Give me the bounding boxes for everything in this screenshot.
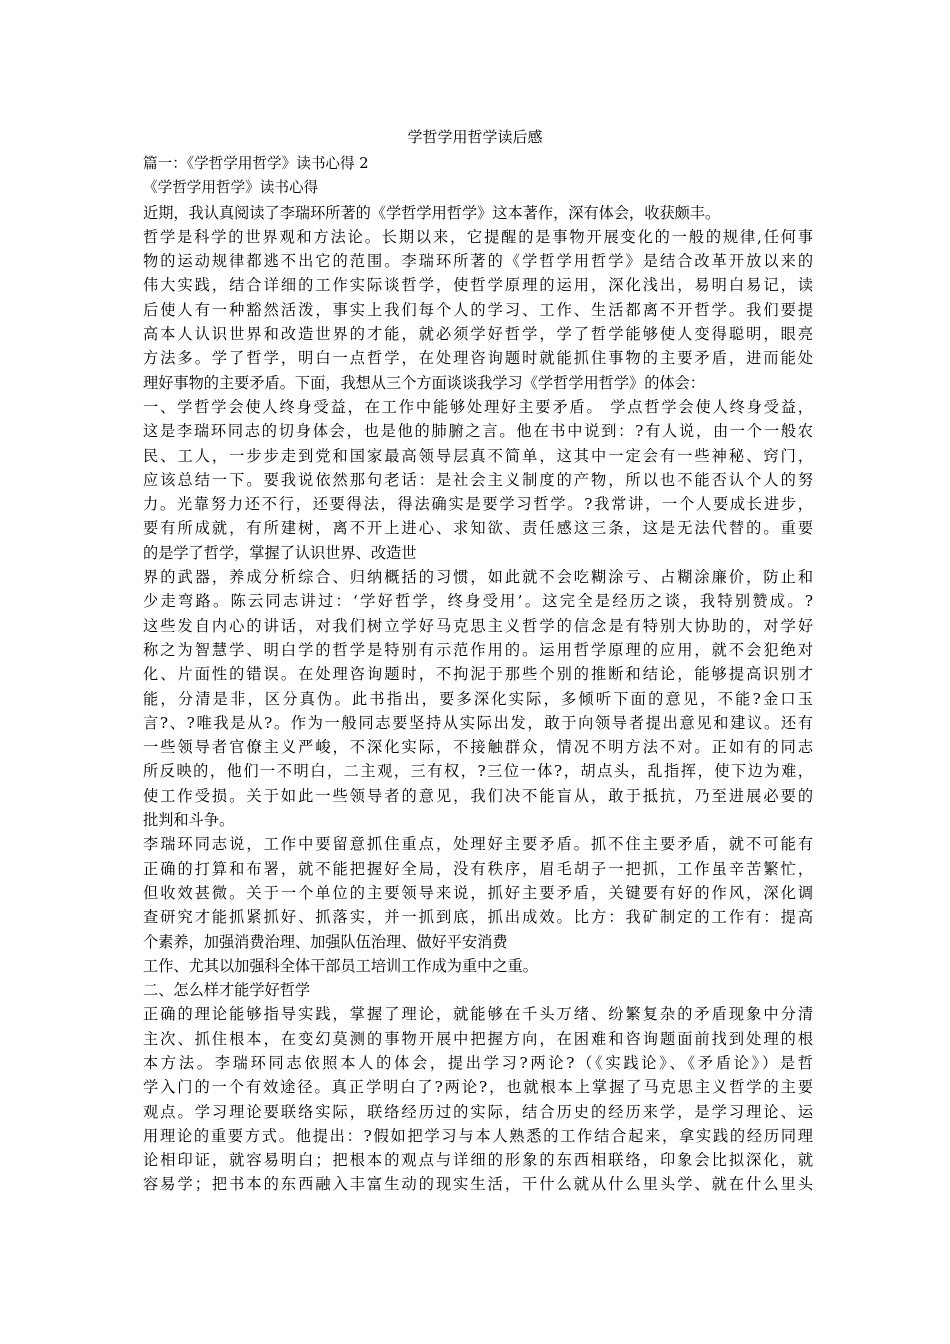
text-line: 理好事物的主要矛盾。下面，我想从三个方面谈谈我学习《学哲学用哲学》的体会： [143, 373, 705, 392]
text-line: 二、怎么样才能学好哲学 [143, 981, 311, 1000]
text-line: 民、工人，一步步走到党和国家最高领导层真不简单，这其中一定会有一些神秘、窍门， [143, 446, 813, 465]
text-line: 少走弯路。陈云同志讲过：‘学好哲学，终身受用’。这完全是经历之谈，我特别赞成。? [143, 592, 813, 611]
document-title: 学哲学用哲学读后感 [407, 128, 543, 146]
text-line: 批判和斗争。 [143, 811, 235, 830]
text-line: 容易学；把书本的东西融入丰富生动的现实生活，干什么就从什么里头学、就在什么里头 [143, 1175, 813, 1194]
text-line: 方法多。学了哲学，明白一点哲学，在处理咨询题时就能抓住事物的主要矛盾，进而能处 [143, 349, 813, 368]
text-line: 应该总结一下。要我说依然那句老话：是社会主义制度的产物，所以也不能否认个人的努 [143, 470, 813, 489]
text-line: 这是李瑞环同志的切身体会，也是他的肺腑之言。他在书中说到：?有人说，由一个一般农 [143, 422, 813, 441]
text-line: 要有所成就，有所建树，离不开上进心、求知欲、责任感这三条，这是无法代替的。重要 [143, 519, 813, 538]
text-line: 后使人有一种豁然活泼，事实上我们每个人的学习、工作、生活都离不开哲学。我们要提 [143, 300, 813, 319]
text-line: 个素养，加强消费治理、加强队伍治理、做好平安消费 [143, 932, 508, 951]
text-line: 言?、?唯我是从?。作为一般同志要坚持从实际出发，敢于向领导者提出意见和建议。还有 [143, 713, 813, 732]
text-line: 工作、尤其以加强科全体干部员工培训工作成为重中之重。 [143, 956, 538, 975]
text-line: 《学哲学用哲学》读书心得 [143, 179, 319, 197]
text-line: 哲学是科学的世界观和方法论。长期以来，它提醒的是事物开展变化的一般的规律,任何事 [143, 227, 813, 246]
text-line: 称之为智慧学、明白学的哲学是特别有示范作用的。运用哲学原理的应用，就不会犯绝对 [143, 640, 813, 659]
text-line: 查研究才能抓紧抓好、抓落实，并一抓到底，抓出成效。比方：我矿制定的工作有：提高 [143, 908, 813, 927]
text-line: 正确的理论能够指导实践，掌握了理论，就能够在千头万绪、纷繁复杂的矛盾现象中分清 [143, 1005, 813, 1024]
text-line: 高本人认识世界和改造世界的才能，就必须学好哲学，学了哲学能够使人变得聪明，眼亮 [143, 325, 813, 344]
text-line: 化、片面性的错误。在处理咨询题时，不拘泥于那些个别的推断和结论，能够提高识别才 [143, 665, 813, 684]
text-line: 力。光靠努力还不行，还要得法，得法确实是要学习哲学。?我常讲，一个人要成长进步， [143, 495, 813, 514]
text-line: 的是学了哲学，掌握了认识世界、改造世 [143, 543, 417, 562]
text-line: 一、学哲学会使人终身受益，在工作中能够处理好主要矛盾。 学点哲学会使人终身受益， [143, 397, 813, 416]
text-line: 使工作受损。关于如此一些领导者的意见，我们决不能盲从，敢于抵抗，乃至进展必要的 [143, 786, 813, 805]
text-line: 篇一：《学哲学用哲学》读书心得 2 [143, 155, 369, 172]
text-line: 物的运动规律都逃不出它的范围。李瑞环所著的《学哲学用哲学》是结合改革开放以来的 [143, 252, 813, 271]
text-line: 所反映的，他们一不明白，二主观，三有权，?三位一体?，胡点头，乱指挥，使下边为难， [143, 762, 813, 781]
text-line: 观点。学习理论要联络实际，联络经历过的实际，结合历史的经历来学，是学习理论、运 [143, 1102, 813, 1121]
text-line: 这些发自内心的讲话，对我们树立学好马克思主义哲学的信念是有特别大协助的，对学好 [143, 616, 813, 635]
text-line: 能，分清是非，区分真伪。此书指出，要多深化实际，多倾听下面的意见，不能?金口玉 [143, 689, 813, 708]
text-line: 李瑞环同志说，工作中要留意抓住重点，处理好主要矛盾。抓不住主要矛盾，就不可能有 [143, 835, 813, 854]
text-line: 主次、抓住根本，在变幻莫测的事物开展中把握方向，在困难和咨询题面前找到处理的根 [143, 1029, 813, 1048]
text-line: 但收效甚微。关于一个单位的主要领导来说，抓好主要矛盾，关键要有好的作风，深化调 [143, 883, 813, 902]
text-line: 学入门的一个有效途径。真正学明白了?两论?，也就根本上掌握了马克思主义哲学的主要 [143, 1078, 813, 1097]
text-line: 本方法。李瑞环同志依照本人的体会，提出学习?两论?（《实践论》、《矛盾论》）是哲 [143, 1053, 813, 1072]
text-line: 用理论的重要方式。他提出：?假如把学习与本人熟悉的工作结合起来，拿实践的经历同理 [143, 1126, 813, 1145]
text-line: 正确的打算和布署，就不能把握好全局，没有秩序，眉毛胡子一把抓，工作虽辛苦繁忙， [143, 859, 813, 878]
text-line: 界的武器，养成分析综合、归纳概括的习惯，如此就不会吃糊涂亏、占糊涂廉价，防止和 [143, 568, 813, 587]
text-line: 近期，我认真阅读了李瑞环所著的《学哲学用哲学》这本著作，深有体会，收获颇丰。 [143, 203, 721, 222]
text-line: 一些领导者官僚主义严峻，不深化实际，不接触群众，情况不明方法不对。正如有的同志 [143, 738, 813, 757]
text-line: 伟大实践，结合详细的工作实际谈哲学，使哲学原理的运用，深化浅出，易明白易记，读 [143, 276, 813, 295]
document-body [143, 152, 813, 1197]
text-line: 论相印证，就容易明白；把根本的观点与详细的形象的东西相联络，印象会比拟深化，就 [143, 1151, 813, 1170]
